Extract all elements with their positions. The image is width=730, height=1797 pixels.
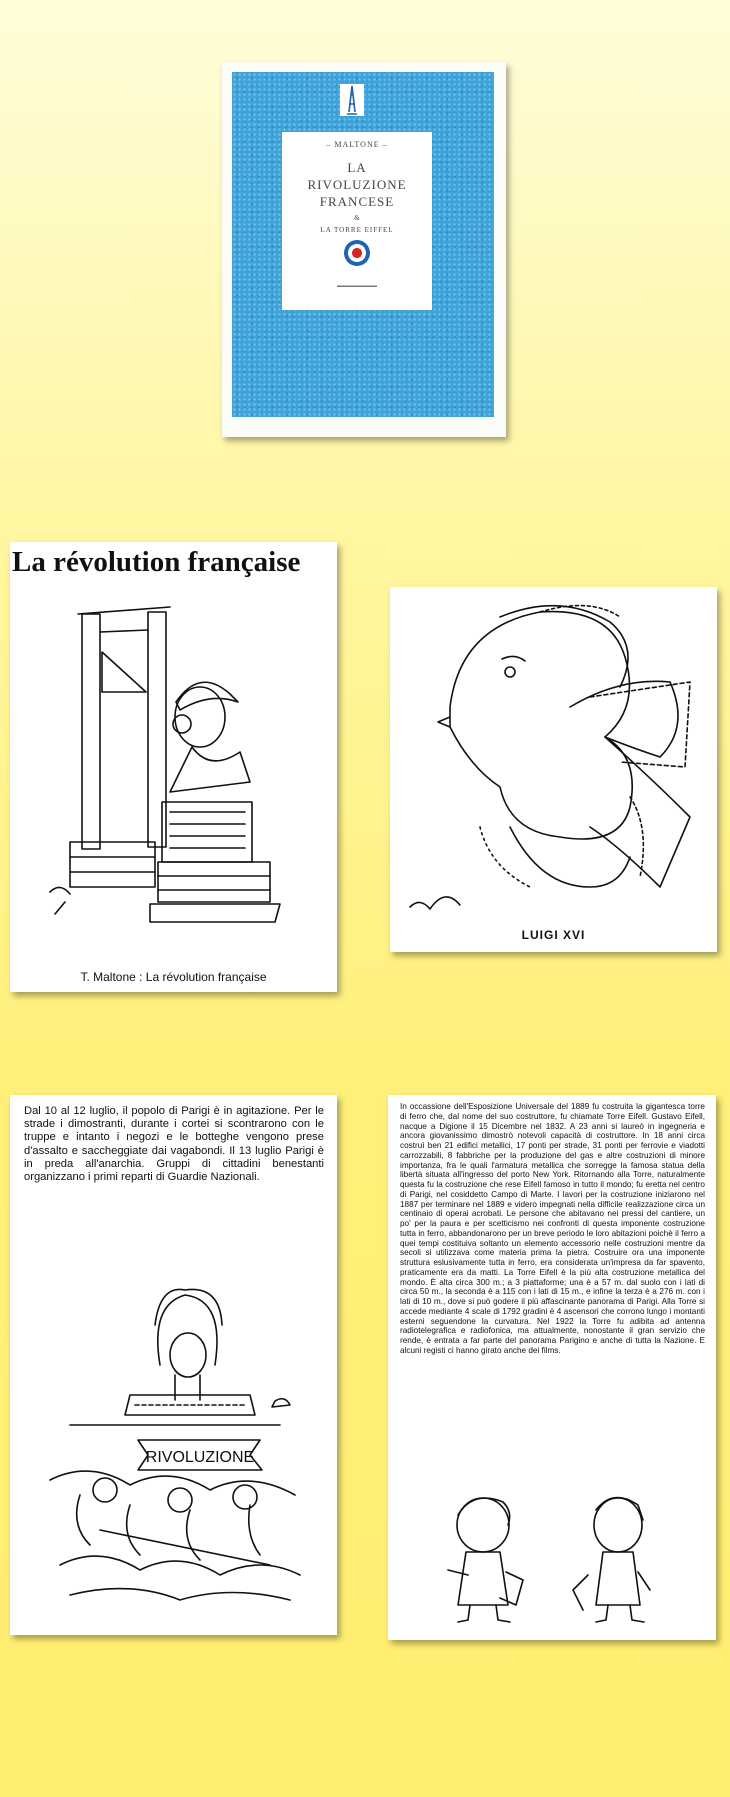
cover-ampersand: & — [354, 214, 360, 222]
cover-title-line: RIVOLUZIONE — [307, 177, 407, 192]
cover-title — [282, 159, 432, 210]
history-paragraph: Dal 10 al 12 luglio, il popolo di Parigi è in agitazione. Per le strade i dimostranti, durante i cortei si scontrarono con le truppe e intanto i negozi e le botteghe vengono prese d'assalto e saccheggiate dai vagabondi. Il 13 luglio Parigi è in preda all'anarchia. Gruppi di cittadini benestanti organizzano i primi reparti di Guardie Nazionali. — [24, 1105, 324, 1184]
two-children-illustration — [388, 1480, 716, 1640]
cover-publisher-mark: ▬▬▬▬▬▬▬▬ — [337, 284, 377, 289]
cover-subtitle: LA TORRE EIFFEL — [320, 226, 394, 234]
eiffel-tower-icon — [340, 84, 364, 116]
rivoluzione-cartoon-illustration — [10, 1265, 337, 1635]
eiffel-paragraph: In occassione dell'Esposizione Universale del 1889 fu costruita la gigantesca torre di ferro che, dal nome del suo costruttore, fu chiamate Torre Eifell. Gustavo Eifell, nacque a Digione il 15 Dicembre nel 1832. A 23 anni si laureò in ingegneria e ancora giovanissimo dimostrò notevoli capacità di costruttore. In 18 anni circa costruì ben 21 edifici metallici, 17 ponti per strade, 31 ponti per ferrovie e viadotti carrozzabili, 8 fabbriche per la produzione del gas e altre costruzioni di minore importanza, fra le quali l'armatura metallica che sorregge la famosa statua della libertà situata all'ingresso del porto New York. Ritornando alla Torre, naturalmente questa fu la costruzione che rese Eifell famoso in tutto il mondo; fu eretta nel centro di Parigi, nel cosiddetto Campo di Marte. I lavori per la costruzione iniziarono nel 1887 per terminare nel 1889 e videro impegnati nella difficile realizzazione circa un centinaio di operai acrobati. Le persone che abitavano nei pressi del cantiere, un po' per la paura e per scetticismo nei confronti di questa imponente costruzione tutta in ferro, abbandonarono per un breve periodo le loro abitazioni poichè il ferro a quei tempi costituiva soltanto un elemento accessorio nelle costruzioni mentre da secoli si utilizzava come materia prima la pietra. Costruire ora una imponente struttura eslusivamente tutta in ferro, era considerata un'impresa da far spavento, praticamente era da matti. La Torre Eifell è la più alta costruzione metallica del mondo. È alta circa 300 m.; a 3 piattaforme; una è a 57 m. dal suolo con i lati di circa 50 m., la seconda è a 115 con i lati di 15 m., e infine la terza è a 276 m. con i lati di 10 m., dove si può godere il più affascinante panorama di Parigi. Alla Torre si accede mediante 4 scale di 1792 gradini è 4 ascensori che corrono lungo i montanti esterni seguendone la curvatura. Nel 1922 la Torre fu adibita ad antenna radiotelegrafica e radiofonica, ma attualmente, nonostante il gran servizio che rende, è entrata a far parte del panorama Parigino e anche di tutta la Nazione. E alcuni registi ci hanno girato anche dei films. — [400, 1102, 705, 1355]
guillotine-cartoon-illustration — [10, 542, 337, 962]
revolution-heading: La révolution française — [12, 546, 301, 578]
book-cover — [222, 62, 506, 437]
luigi-cartoon-card — [390, 587, 717, 952]
cover-title-panel — [282, 132, 432, 310]
history-text-card — [10, 1095, 337, 1635]
revolution-caption: T. Maltone : La révolution française — [80, 970, 267, 984]
revolution-cartoon-card — [10, 542, 337, 992]
cocarde-icon — [344, 240, 370, 266]
cover-author: – MALTONE – — [326, 140, 388, 149]
cover-title-line: FRANCESE — [319, 194, 395, 209]
cover-title-line: LA — [347, 160, 367, 175]
luigi-caption: LUIGI XVI — [521, 928, 586, 942]
luigi-xvi-caricature — [390, 587, 717, 927]
rivoluzione-banner: RIVOLUZIONE — [145, 1449, 255, 1466]
eiffel-text-card — [388, 1095, 716, 1640]
